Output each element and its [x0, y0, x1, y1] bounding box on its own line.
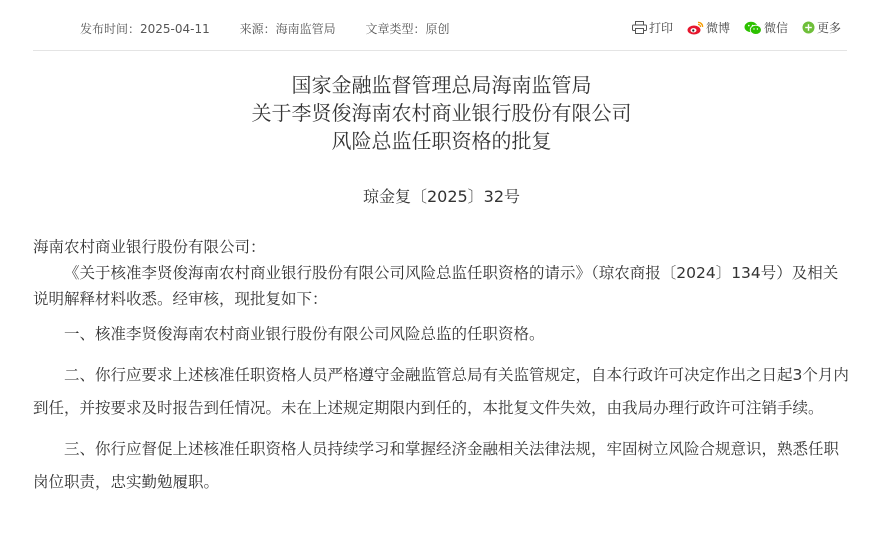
wechat-icon: [744, 21, 762, 35]
paragraph-item-3: 三、你行应督促上述核准任职资格人员持续学习和掌握经济金融相关法律法规，牢固树立风险合规意识，熟悉任职岗位职责，忠实勤勉履职。: [33, 440, 840, 491]
source: [240, 22, 336, 36]
weibo-icon: [687, 21, 704, 35]
wechat-share-button[interactable]: [744, 19, 788, 36]
article-meta: [80, 20, 475, 37]
share-toolbar: [618, 19, 841, 36]
paragraph-item-1: 一、核准李贤俊海南农村商业银行股份有限公司风险总监的任职资格。: [64, 325, 545, 343]
more-share-button[interactable]: [802, 19, 841, 36]
article-type-value: 原创: [425, 22, 450, 36]
addressee: 海南农村商业银行股份有限公司：: [33, 238, 266, 256]
printer-icon: [632, 21, 647, 34]
title-line-1: 国家金融监督管理总局海南监管局: [291, 73, 592, 97]
title-line-3: 风险总监任职资格的批复: [331, 129, 552, 153]
print-button[interactable]: [632, 19, 673, 36]
source-value: 海南监管局: [275, 22, 336, 36]
plus-circle-icon: [802, 21, 815, 34]
weibo-share-button[interactable]: [687, 19, 730, 36]
source-label: 来源：: [239, 22, 276, 36]
document-number: 琼金复〔2025〕32号: [362, 187, 521, 206]
title-line-2: 关于李贤俊海南农村商业银行股份有限公司: [251, 101, 632, 125]
print-label: 打印: [648, 21, 673, 35]
article-type: [365, 22, 449, 36]
more-label: 更多: [816, 21, 841, 35]
publish-time: [80, 22, 210, 36]
wechat-label: 微信: [763, 21, 788, 35]
document-title: [0, 71, 883, 155]
paragraph-item-2: 二、你行应要求上述核准任职资格人员严格遵守金融监管总局有关监管规定，自本行政许可决定作出之日起3个月内到任，并按要求及时报告到任情况。未在上述规定期限内到任的，本批复文件失效，由我局办理行政许可注销手续。: [33, 366, 849, 417]
paragraph-intro: 《关于核准李贤俊海南农村商业银行股份有限公司风险总监任职资格的请示》（琼农商报〔2024〕134号）及相关说明解释材料收悉。经审核，现批复如下：: [33, 264, 839, 308]
publish-time-value: 2025-04-11: [140, 22, 210, 36]
article-meta-bar: [33, 0, 847, 51]
article-type-label: 文章类型：: [365, 22, 426, 36]
document-body: [33, 234, 851, 499]
weibo-label: 微博: [705, 21, 730, 35]
publish-time-label: 发布时间：: [80, 22, 141, 36]
